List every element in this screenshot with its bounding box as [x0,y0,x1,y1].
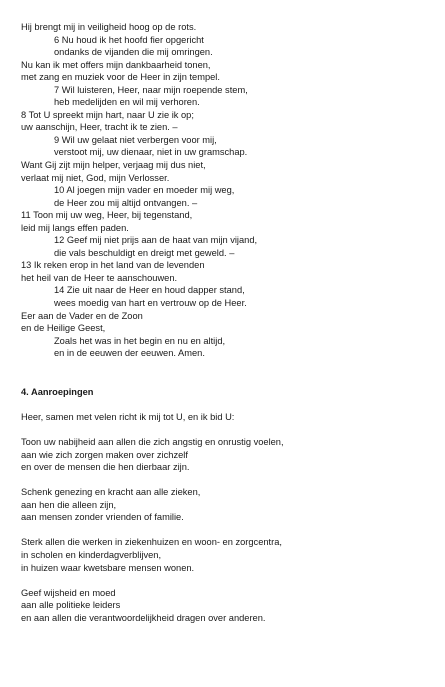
psalm-line: 9 Wil uw gelaat niet verbergen voor mij, [54,134,217,145]
petition-line: Geef wijsheid en moed [21,587,116,598]
psalm-line: uw aanschijn, Heer, tracht ik te zien. – [21,122,178,133]
psalm-line: 8 Tot U spreekt mijn hart, naar U zie ik op; [21,109,194,120]
psalm-line: 13 Ik reken erop in het land van de levenden [21,260,205,271]
psalm-line: 12 Geef mij niet prijs aan de haat van mijn vijand, [54,235,258,246]
petition-line: in huizen waar kwetsbare mensen wonen. [21,562,195,573]
petition-block [21,536,445,574]
psalm-line: Want Gij zijt mijn helper, verjaag mij dus niet, [21,160,206,171]
psalm-line: Eer aan de Vader en de Zoon [21,310,143,321]
psalm-line: verlaat mij niet, God, mijn Verlosser. [21,172,170,183]
psalm-line: 7 Wil luisteren, Heer, naar mijn roepende stem, [54,84,248,95]
psalm-line: het heil van de Heer te aanschouwen. [21,272,178,283]
psalm-line: Zoals het was in het begin en nu en altijd, [54,335,226,346]
psalm-line: 10 Al joegen mijn vader en moeder mij weg, [54,185,235,196]
petition-line: Sterk allen die werken in ziekenhuizen en woon- en zorgcentra, [21,537,282,548]
psalm-line: die vals beschuldigt en dreigt met geweld. – [54,247,235,258]
psalm-line: Nu kan ik met offers mijn dankbaarheid tonen, [21,59,211,70]
section-intro: Heer, samen met velen richt ik mij tot U, en ik bid U: [21,411,235,422]
petition-line: en aan allen die verantwoordelijkheid dragen over anderen. [21,612,266,623]
psalm-line: en de Heilige Geest, [21,323,106,334]
petition-block [21,587,445,625]
psalm-line: wees moedig van hart en vertrouw op de Heer. [54,298,247,309]
psalm-text [21,21,445,360]
petition-line: in scholen en kinderdagverblijven, [21,549,162,560]
petition-line: en over de mensen die hen dierbaar zijn. [21,462,190,473]
psalm-line: verstoot mij, uw dienaar, niet in uw gramschap. [54,147,248,158]
psalm-line: en in de eeuwen der eeuwen. Amen. [54,348,205,359]
psalm-line: 11 Toon mij uw weg, Heer, bij tegenstand, [21,210,193,221]
petition-line: aan alle politieke leiders [21,600,121,611]
psalm-line: ondanks de vijanden die mij omringen. [54,47,213,58]
psalm-line: 6 Nu houd ik het hoofd fier opgericht [54,34,204,45]
petition-line: aan hen die alleen zijn, [21,499,117,510]
petition-line: Schenk genezing en kracht aan alle zieken, [21,487,201,498]
psalm-line: 14 Zie uit naar de Heer en houd dapper stand, [54,285,245,296]
section-heading: 4. Aanroepingen [21,386,94,397]
petition-line: Toon uw nabijheid aan allen die zich angstig en onrustig voelen, [21,436,284,447]
psalm-line: de Heer zou mij altijd ontvangen. – [54,197,198,208]
petition-line: aan wie zich zorgen maken over zichzelf [21,449,188,460]
petition-block [21,436,445,474]
petition-block [21,486,445,524]
psalm-line: Hij brengt mij in veiligheid hoog op de rots. [21,22,197,32]
psalm-line: met zang en muziek voor de Heer in zijn tempel. [21,72,220,83]
petition-line: aan mensen zonder vrienden of familie. [21,512,184,523]
psalm-line: leid mij langs effen paden. [21,222,129,233]
psalm-line: heb medelijden en wil mij verhoren. [54,97,200,108]
